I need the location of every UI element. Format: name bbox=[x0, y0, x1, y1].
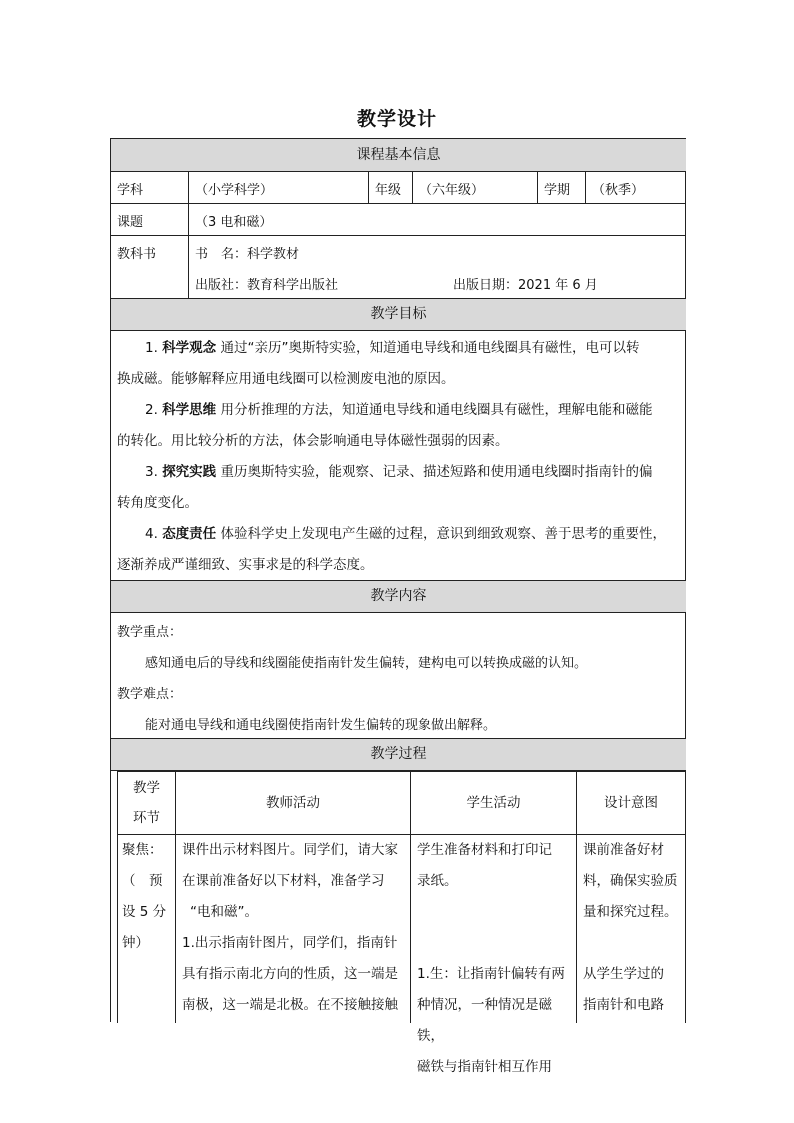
intent-column-header: 设计意图 bbox=[577, 772, 685, 835]
textbook-row bbox=[111, 236, 686, 299]
intent-line: 料，确保实验质 bbox=[583, 873, 678, 889]
objective-item bbox=[117, 457, 678, 519]
key-points-label: 教学重点： bbox=[117, 625, 183, 640]
topic-value-cell bbox=[188, 204, 686, 235]
term-value-cell bbox=[585, 172, 686, 203]
textbook-info-cell bbox=[188, 236, 686, 298]
teacher-line: 南极，这一端是北极。在不接触接触 bbox=[182, 997, 398, 1013]
subject-row bbox=[111, 172, 686, 204]
difficulties-text: 能对通电导线和通电线圈使指南针发生偏转的现象做出解释。 bbox=[145, 718, 497, 733]
objective-number: 4. bbox=[145, 526, 158, 542]
stage-cell bbox=[122, 835, 171, 959]
objective-number: 1. bbox=[145, 340, 158, 356]
student-column-header: 学生活动 bbox=[411, 772, 576, 835]
basic-info-header-label: 课程基本信息 bbox=[356, 147, 441, 163]
objective-key: 科学观念 bbox=[162, 340, 217, 356]
objective-item bbox=[117, 333, 678, 395]
basic-info-header bbox=[111, 139, 686, 172]
intent-column bbox=[576, 772, 685, 1023]
objective-text: 通过“亲历”奥斯特实验，知道通电导线和通电线圈具有磁性，电可以转 bbox=[220, 340, 640, 356]
intent-line: 指南针和电路 bbox=[583, 997, 664, 1013]
stage-line: 设 5 分 bbox=[122, 904, 167, 920]
objective-item bbox=[117, 519, 678, 581]
content-body bbox=[111, 613, 686, 739]
page-title: 教学设计 bbox=[356, 108, 437, 130]
objective-text: 体验科学史上发现电产生磁的过程，意识到细致观察、善于思考的重要性， bbox=[220, 526, 666, 542]
stage-line: （ 预 bbox=[122, 873, 163, 889]
topic-label: 课题 bbox=[117, 215, 144, 230]
objectives-header-label: 教学目标 bbox=[370, 306, 427, 322]
student-line: 录纸。 bbox=[417, 873, 458, 889]
content-header-label: 教学内容 bbox=[370, 588, 427, 604]
intent-line: 从学生学过的 bbox=[583, 966, 664, 982]
teacher-activity-cell bbox=[182, 835, 406, 1021]
stage-column-header: 教学环节 bbox=[118, 772, 175, 835]
grade-label-cell bbox=[368, 172, 412, 203]
student-line: 学生准备材料和打印记 bbox=[417, 842, 552, 858]
subject-value-cell bbox=[188, 172, 368, 203]
student-line: 1.生：让指南针偏转有两 bbox=[417, 966, 565, 982]
book-name: 书 名：科学教材 bbox=[195, 247, 300, 262]
student-activity-cell bbox=[417, 835, 572, 1083]
objective-number: 2. bbox=[145, 402, 158, 418]
textbook-label: 教科书 bbox=[117, 247, 157, 262]
subject-value: （小学科学） bbox=[195, 183, 274, 198]
objective-key: 探究实践 bbox=[162, 464, 217, 480]
objective-item bbox=[117, 395, 678, 457]
grade-label: 年级 bbox=[375, 183, 402, 198]
stage-line: 钟） bbox=[122, 935, 149, 951]
process-table bbox=[117, 771, 686, 1075]
publisher: 出版社：教育科学出版社 bbox=[195, 278, 339, 293]
key-points-text: 感知通电后的导线和线圈能使指南针发生偏转，建构电可以转换成磁的认知。 bbox=[145, 656, 588, 671]
teacher-column-header: 教师活动 bbox=[176, 772, 410, 835]
student-column bbox=[410, 772, 576, 1075]
student-line bbox=[417, 897, 572, 928]
objective-key: 态度责任 bbox=[162, 526, 217, 542]
lesson-table bbox=[110, 138, 686, 1075]
teacher-line: 1.出示指南针图片，同学们，指南针 bbox=[182, 935, 398, 951]
objective-text: 重历奥斯特实验，能观察、记录、描述短路和使用通电线圈时指南针的偏 bbox=[220, 464, 653, 480]
objective-text-cont: 的转化。用比较分析的方法，体会影响通电导体磁性强弱的因素。 bbox=[117, 433, 509, 449]
objective-text-cont: 逐渐养成严谨细致、实事求是的科学态度。 bbox=[117, 557, 374, 573]
student-line: 种情况，一种情况是磁铁， bbox=[417, 997, 552, 1044]
grade-value-cell bbox=[412, 172, 537, 203]
objective-number: 3. bbox=[145, 464, 158, 480]
teacher-line: 在课前准备好以下材料，准备学习 bbox=[182, 873, 385, 889]
term-label: 学期 bbox=[544, 183, 571, 198]
term-value: （秋季） bbox=[592, 183, 645, 198]
grade-value: （六年级） bbox=[419, 183, 485, 198]
intent-line bbox=[583, 928, 681, 959]
subject-label: 学科 bbox=[117, 183, 144, 198]
process-header bbox=[111, 739, 686, 771]
objective-text-cont: 换成磁。能够解释应用通电线圈可以检测废电池的原因。 bbox=[117, 371, 455, 387]
teacher-line: 具有指示南北方向的性质，这一端是 bbox=[182, 966, 398, 982]
intent-line: 量和探究过程。 bbox=[583, 904, 678, 920]
stage-line: 聚焦： bbox=[122, 842, 163, 858]
teacher-column bbox=[175, 772, 410, 1023]
content-header bbox=[111, 581, 686, 613]
objective-text-cont: 转角度变化。 bbox=[117, 495, 198, 511]
stage-column bbox=[118, 772, 175, 1023]
topic-value: （3 电和磁） bbox=[195, 215, 273, 230]
design-intent-cell bbox=[583, 835, 681, 1021]
difficulties-label: 教学难点： bbox=[117, 687, 183, 702]
objective-text: 用分析推理的方法，知道通电导线和通电线圈具有磁性，理解电能和磁能 bbox=[220, 402, 653, 418]
publication-date: 出版日期：2021 年 6 月 bbox=[453, 278, 598, 293]
teacher-line: “电和磁”。 bbox=[190, 904, 258, 920]
student-line bbox=[417, 928, 572, 959]
objectives-body bbox=[111, 331, 686, 581]
topic-row bbox=[111, 204, 686, 236]
process-header-label: 教学过程 bbox=[370, 746, 427, 762]
intent-line: 课前准备好材 bbox=[583, 842, 664, 858]
term-label-cell bbox=[537, 172, 585, 203]
teacher-line: 课件出示材料图片。同学们，请大家 bbox=[182, 842, 398, 858]
objective-key: 科学思维 bbox=[162, 402, 217, 418]
student-line: 磁铁与指南针相互作用 bbox=[417, 1059, 552, 1075]
objectives-header bbox=[111, 299, 686, 331]
